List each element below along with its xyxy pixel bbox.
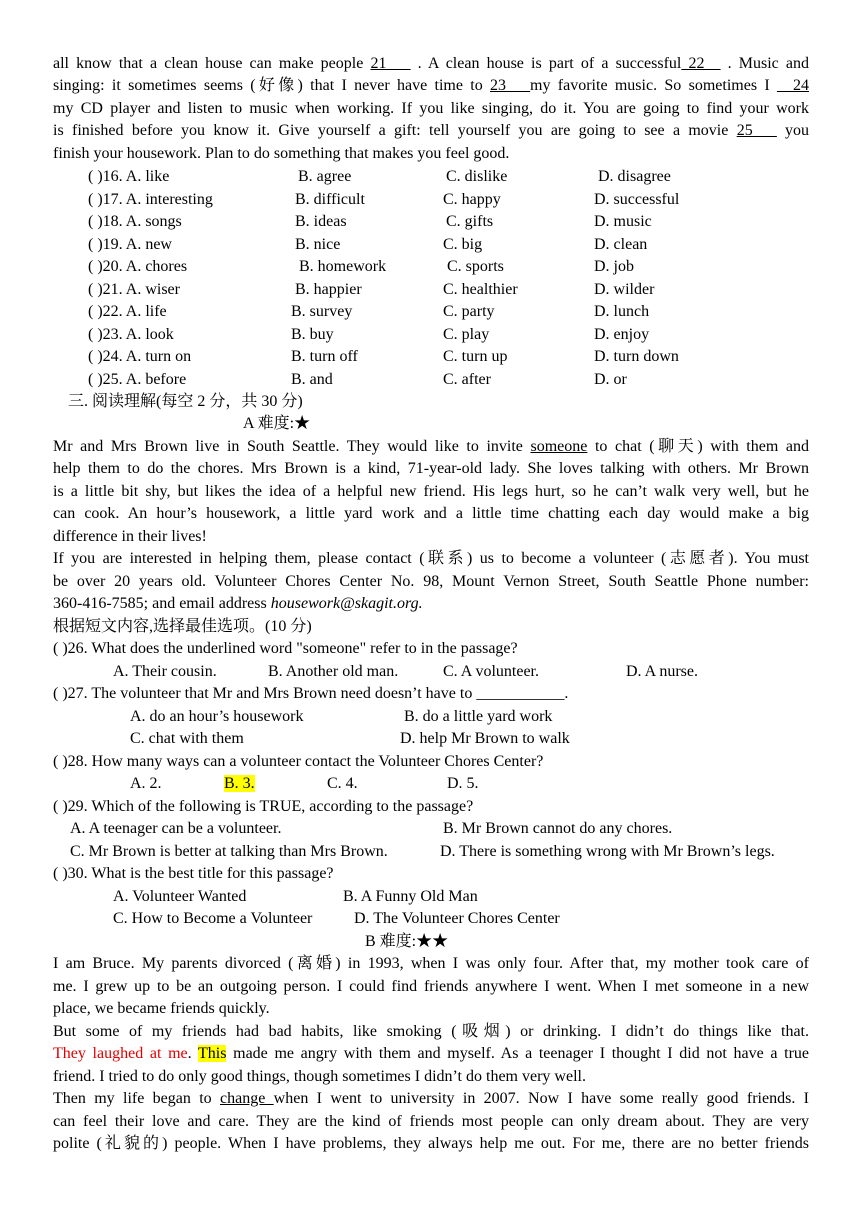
cloze-option-b: B. buy xyxy=(291,325,334,343)
cloze-option-d: D. or xyxy=(594,370,627,388)
q27-option-a: A. do an hour’s housework xyxy=(130,708,304,725)
passage-a-p2-line-3: 360-416-7585; and email address housework@skagit.org. xyxy=(53,595,423,612)
passage-b-p2-line-2: They laughed at me. This made me angry with them and myself. As a teenager I thought I did not have a true xyxy=(53,1045,809,1062)
cloze-question-25: ( )25. A. before xyxy=(88,370,187,388)
cloze-option-b: B. homework xyxy=(299,258,387,275)
cloze-question-18: ( )18. A. songs xyxy=(88,213,182,230)
blank-21: 21___ xyxy=(370,55,411,72)
q28-option-b xyxy=(224,773,255,795)
q26-option-a: A. Their cousin. xyxy=(113,663,217,680)
question-26: ( )26. What does the underlined word "someone" refer to in the passage? xyxy=(53,640,518,657)
passage-b-p1-line-2: me. I grew up to be an outgoing person. I could find friends anywhere I went. When I met someone in a new xyxy=(53,978,809,995)
cloze-option-d: D. job xyxy=(594,258,634,275)
q28-option-c: C. 4. xyxy=(327,775,358,792)
cloze-question-23: ( )23. A. look xyxy=(88,325,174,343)
q28-option-d: D. 5. xyxy=(447,775,479,792)
cloze-question-22: ( )22. A. life xyxy=(88,303,167,320)
cloze-option-c: C. dislike xyxy=(446,168,508,185)
highlighted-answer: B. 3. xyxy=(224,775,255,792)
cloze-option-b: B. happier xyxy=(295,280,362,298)
email-address: housework@skagit.org. xyxy=(270,595,423,612)
cloze-question-21: ( )21. A. wiser xyxy=(88,280,180,298)
q27-option-d: D. help Mr Brown to walk xyxy=(400,730,570,747)
cloze-line-3: my CD player and listen to music when working. If you like singing, do it. You are going to find your work xyxy=(53,100,809,117)
cloze-option-c: C. gifts xyxy=(446,213,494,230)
q30-option-b: B. A Funny Old Man xyxy=(343,888,478,905)
underlined-someone: someone xyxy=(530,438,588,455)
cloze-option-d: D. music xyxy=(594,213,652,230)
passage-b-p2-line-1: But some of my friends had bad habits, like smoking (吸烟) or drinking. I didn’t do things like that. xyxy=(53,1023,809,1040)
cloze-option-d: D. disagree xyxy=(598,168,671,185)
blank-24: __24 xyxy=(777,77,810,94)
q26-option-d: D. A nurse. xyxy=(626,663,698,680)
red-sentence: They laughed at me xyxy=(53,1045,188,1062)
passage-a-p1-line-2: help them to do the chores. Mrs Brown is a kind, 71-year-old lady. She loves talking with others. Mr Brown xyxy=(53,460,809,477)
cloze-line-2: singing: it sometimes seems (好像) that I never have time to 23___my favorite music. So sometimes I __24 xyxy=(53,77,810,94)
q29-option-a: A. A teenager can be a volunteer. xyxy=(70,820,282,837)
q30-option-c: C. How to Become a Volunteer xyxy=(113,910,313,927)
blank-22: 22__ xyxy=(681,55,721,72)
cloze-option-c: C. sports xyxy=(447,258,504,275)
passage-a-p1-line-3: is a little bit shy, but likes the idea of a helpful new friend. His legs hurt, so he can’t walk very well, but he xyxy=(53,483,809,500)
cloze-option-b: B. nice xyxy=(295,235,341,253)
q27-option-b: B. do a little yard work xyxy=(404,708,553,725)
cloze-option-c: C. play xyxy=(443,325,490,343)
passage-b-heading: B 难度:★★ xyxy=(365,933,449,950)
q29-option-d: D. There is something wrong with Mr Brown’s legs. xyxy=(440,843,775,860)
cloze-line-5: finish your housework. Plan to do something that makes you feel good. xyxy=(53,145,510,162)
cloze-option-c: C. happy xyxy=(443,190,501,208)
q28-option-a: A. 2. xyxy=(130,775,162,792)
underlined-change: change xyxy=(220,1090,274,1107)
blank-23: 23___ xyxy=(490,77,531,94)
cloze-option-d: D. wilder xyxy=(594,280,655,298)
cloze-question-24: ( )24. A. turn on xyxy=(88,348,192,365)
cloze-option-d: D. enjoy xyxy=(594,325,650,343)
cloze-option-b: B. difficult xyxy=(295,190,365,208)
passage-b-p3-line-2: can feel their love and care. They are the kind of friends most people can only dream about. They are very xyxy=(53,1113,809,1130)
section-3-title: 三. 阅读理解(每空 2 分，共 30 分) xyxy=(68,393,303,410)
passage-a-p2-line-1: If you are interested in helping them, please contact (联系) us to become a volunteer (志愿者). You must xyxy=(53,550,809,567)
passage-b-p1-line-3: place, we became friends quickly. xyxy=(53,1000,270,1017)
cloze-question-16: ( )16. A. like xyxy=(88,168,170,185)
cloze-option-b: B. survey xyxy=(291,303,353,320)
cloze-option-d: D. turn down xyxy=(594,348,679,365)
cloze-question-17: ( )17. A. interesting xyxy=(88,190,213,208)
highlighted-this: This xyxy=(198,1045,227,1062)
question-28: ( )28. How many ways can a volunteer contact the Volunteer Chores Center? xyxy=(53,753,544,770)
cloze-option-b: B. ideas xyxy=(295,213,347,230)
passage-b-p3-line-3: polite (礼貌的) people. When I have problems, they always help me out. For me, there are no better friends xyxy=(53,1135,809,1152)
cloze-option-b: B. and xyxy=(291,370,333,388)
q26-option-c: C. A volunteer. xyxy=(443,663,539,680)
q29-option-c: C. Mr Brown is better at talking than Mrs Brown. xyxy=(70,843,388,860)
q29-option-b: B. Mr Brown cannot do any chores. xyxy=(443,820,673,837)
cloze-option-c: C. party xyxy=(443,303,495,320)
cloze-option-c: C. big xyxy=(443,235,483,253)
cloze-option-c: C. healthier xyxy=(443,280,518,298)
passage-a-instruction: 根据短文内容,选择最佳选项。(10 分) xyxy=(53,618,312,635)
passage-b-p1-line-1: I am Bruce. My parents divorced (离婚) in 1993, when I was only four. After that, my mother took care of xyxy=(53,955,809,972)
cloze-question-19: ( )19. A. new xyxy=(88,235,172,253)
cloze-line-4: is finished before you know it. Give yourself a gift: tell yourself you are going to see a movie 25___ you xyxy=(53,122,810,139)
question-29: ( )29. Which of the following is TRUE, according to the passage? xyxy=(53,798,474,815)
cloze-option-d: D. clean xyxy=(594,235,648,253)
q30-option-d: D. The Volunteer Chores Center xyxy=(354,910,560,927)
cloze-option-b: B. turn off xyxy=(291,348,358,365)
passage-a-p1-line-1: Mr and Mrs Brown live in South Seattle. They would like to invite someone to chat (聊天) with them and xyxy=(53,438,809,455)
q30-option-a: A. Volunteer Wanted xyxy=(113,888,247,905)
question-30: ( )30. What is the best title for this passage? xyxy=(53,865,334,882)
cloze-line-1: all know that a clean house can make people 21___ . A clean house is part of a successful 22__ . Music and xyxy=(53,55,810,72)
passage-a-p2-line-2: be over 20 years old. Volunteer Chores Center No. 98, Mount Vernon Street, South Seattle Phone number: xyxy=(53,573,809,590)
question-27: ( )27. The volunteer that Mr and Mrs Brown need doesn’t have to ___________. xyxy=(53,685,569,702)
cloze-option-d: D. lunch xyxy=(594,303,650,320)
cloze-option-d: D. successful xyxy=(594,190,680,208)
q27-option-c: C. chat with them xyxy=(130,730,244,747)
cloze-question-20: ( )20. A. chores xyxy=(88,258,188,275)
cloze-option-b: B. agree xyxy=(298,168,352,185)
passage-b-p2-line-3: friend. I tried to do only good things, though sometimes I didn’t do them very well. xyxy=(53,1068,586,1085)
cloze-option-c: C. turn up xyxy=(443,348,508,365)
q26-option-b: B. Another old man. xyxy=(268,663,399,680)
passage-a-heading: A 难度:★ xyxy=(243,415,311,432)
blank-25: 25___ xyxy=(736,122,777,139)
passage-a-p1-line-5: difference in their lives! xyxy=(53,528,207,545)
passage-a-p1-line-4: can cook. An hour’s housework, a little yard work and a little time chatting each day would make a big xyxy=(53,505,809,522)
passage-b-p3-line-1: Then my life began to change when I went to university in 2007. Now I have some really good friends. I xyxy=(53,1090,809,1107)
cloze-option-c: C. after xyxy=(443,370,491,388)
